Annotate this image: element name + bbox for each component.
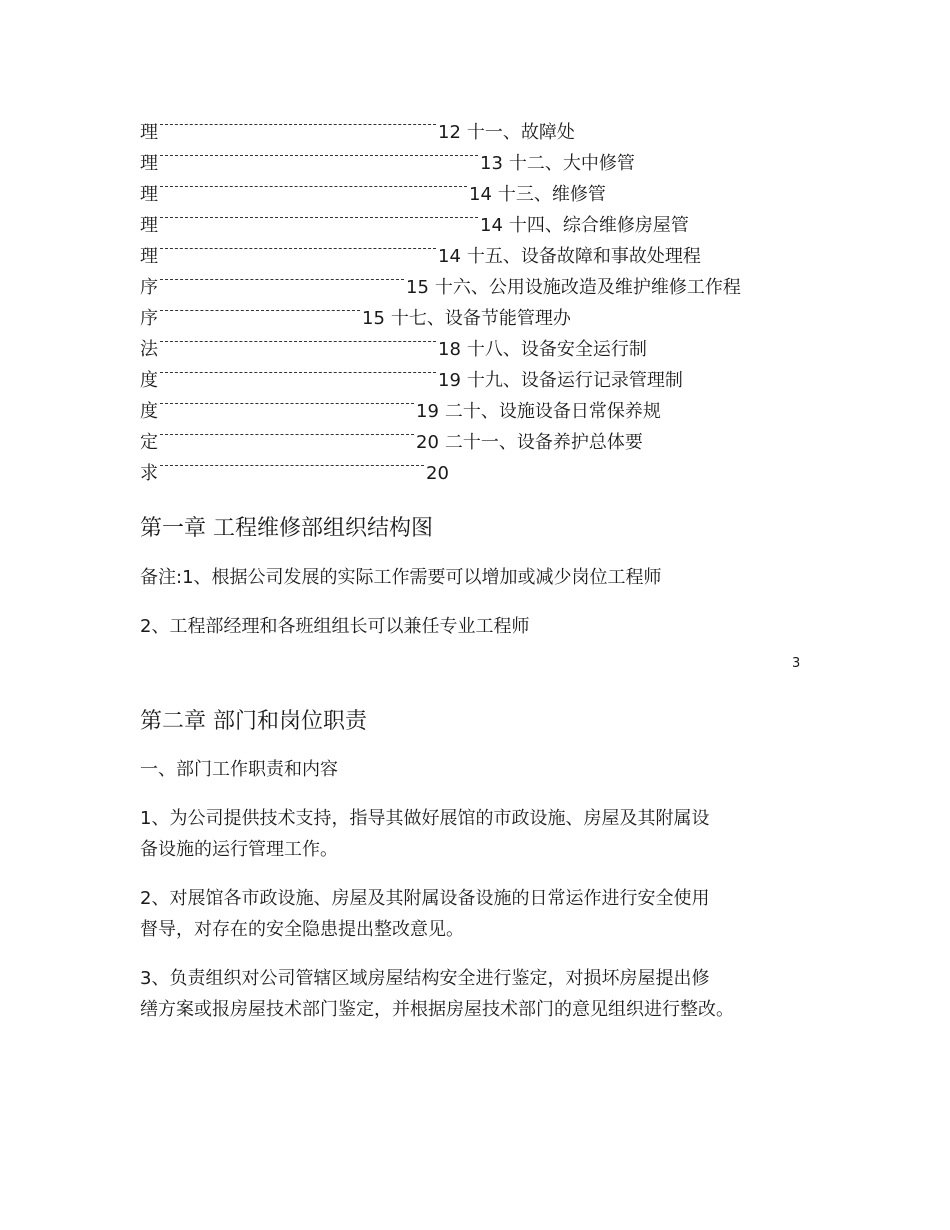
toc-leader-dashes: [160, 248, 436, 249]
toc-next-entry: 二十一、设备养护总体要: [444, 432, 643, 453]
toc-entry-tail: 理: [140, 184, 158, 205]
toc-page-number: 19: [416, 401, 439, 422]
toc-entry: [140, 179, 840, 210]
toc-page-number: 14: [469, 184, 492, 205]
table-of-contents: [140, 117, 840, 489]
toc-entry: [140, 365, 840, 396]
toc-entry-tail: 理: [140, 246, 158, 267]
toc-next-entry: 十三、维修管: [497, 184, 606, 205]
toc-leader-dashes: [160, 124, 436, 125]
item-1-line-2: 备设施的运行管理工作。: [140, 839, 338, 860]
item-2-line-2: 督导，对存在的安全隐患提出整改意见。: [140, 919, 464, 940]
toc-leader-dashes: [160, 279, 404, 280]
toc-entry: [140, 117, 840, 148]
toc-leader-dashes: [160, 465, 424, 466]
toc-page-number: 14: [438, 246, 461, 267]
toc-next-entry: 十九、设备运行记录管理制: [466, 370, 683, 391]
toc-page-number: 15: [362, 308, 385, 329]
toc-entry: [140, 272, 840, 303]
toc-entry: [140, 334, 840, 365]
item-3-line-1: 3、负责组织对公司管辖区域房屋结构安全进行鉴定，对损坏房屋提出修: [140, 968, 710, 989]
toc-entry-tail: 序: [140, 308, 158, 329]
toc-entry: [140, 396, 840, 427]
toc-entry-tail: 度: [140, 370, 158, 391]
toc-entry-tail: 理: [140, 153, 158, 174]
toc-entry-tail: 定: [140, 432, 158, 453]
toc-entry: [140, 458, 840, 489]
chapter-2-heading: 第二章 部门和岗位职责: [140, 709, 367, 734]
toc-entry: [140, 241, 840, 272]
toc-entry: [140, 148, 840, 179]
toc-next-entry: 十二、大中修管: [508, 153, 635, 174]
item-1-line-1: 1、为公司提供技术支持，指导其做好展馆的市政设施、房屋及其附属设: [140, 808, 710, 829]
toc-page-number: 18: [438, 339, 461, 360]
toc-page-number: 13: [480, 153, 503, 174]
toc-page-number: 15: [406, 277, 429, 298]
toc-entry: [140, 210, 840, 241]
toc-entry-tail: 法: [140, 339, 158, 360]
toc-entry: [140, 427, 840, 458]
toc-next-entry: 十八、设备安全运行制: [466, 339, 647, 360]
chapter-1-note-1: 备注:1、根据公司发展的实际工作需要可以增加或减少岗位工程师: [140, 567, 662, 588]
toc-leader-dashes: [160, 217, 478, 218]
toc-page-number: 20: [416, 432, 439, 453]
toc-next-entry: 十五、设备故障和事故处理程: [466, 246, 701, 267]
toc-leader-dashes: [160, 372, 436, 373]
toc-entry-tail: 序: [140, 277, 158, 298]
toc-next-entry: 十六、公用设施改造及维护维修工作程: [434, 277, 741, 298]
toc-entry-tail: 理: [140, 215, 158, 236]
toc-next-entry: 二十、设施设备日常保养规: [444, 401, 661, 422]
chapter-1-note-2: 2、工程部经理和各班组组长可以兼任专业工程师: [140, 616, 530, 637]
section-1-heading: 一、部门工作职责和内容: [140, 759, 338, 780]
toc-next-entry: 十七、设备节能管理办: [390, 308, 571, 329]
item-2-line-1: 2、对展馆各市政设施、房屋及其附属设备设施的日常运作进行安全使用: [140, 888, 710, 909]
toc-leader-dashes: [160, 434, 414, 435]
toc-entry: [140, 303, 840, 334]
toc-entry-tail: 度: [140, 401, 158, 422]
toc-leader-dashes: [160, 186, 467, 187]
item-3-line-2: 缮方案或报房屋技术部门鉴定，并根据房屋技术部门的意见组织进行整改。: [140, 999, 734, 1020]
page-number: 3: [792, 656, 801, 671]
chapter-1-heading: 第一章 工程维修部组织结构图: [140, 516, 433, 541]
toc-entry-tail: 理: [140, 122, 158, 143]
toc-page-number: 12: [438, 122, 461, 143]
toc-next-entry: 十一、故障处: [466, 122, 575, 143]
toc-leader-dashes: [160, 403, 414, 404]
toc-leader-dashes: [160, 310, 360, 311]
toc-page-number: 19: [438, 370, 461, 391]
toc-page-number: 20: [426, 463, 449, 484]
toc-entry-tail: 求: [140, 463, 158, 484]
toc-next-entry: 十四、综合维修房屋管: [508, 215, 689, 236]
toc-leader-dashes: [160, 341, 436, 342]
toc-page-number: 14: [480, 215, 503, 236]
toc-leader-dashes: [160, 155, 478, 156]
